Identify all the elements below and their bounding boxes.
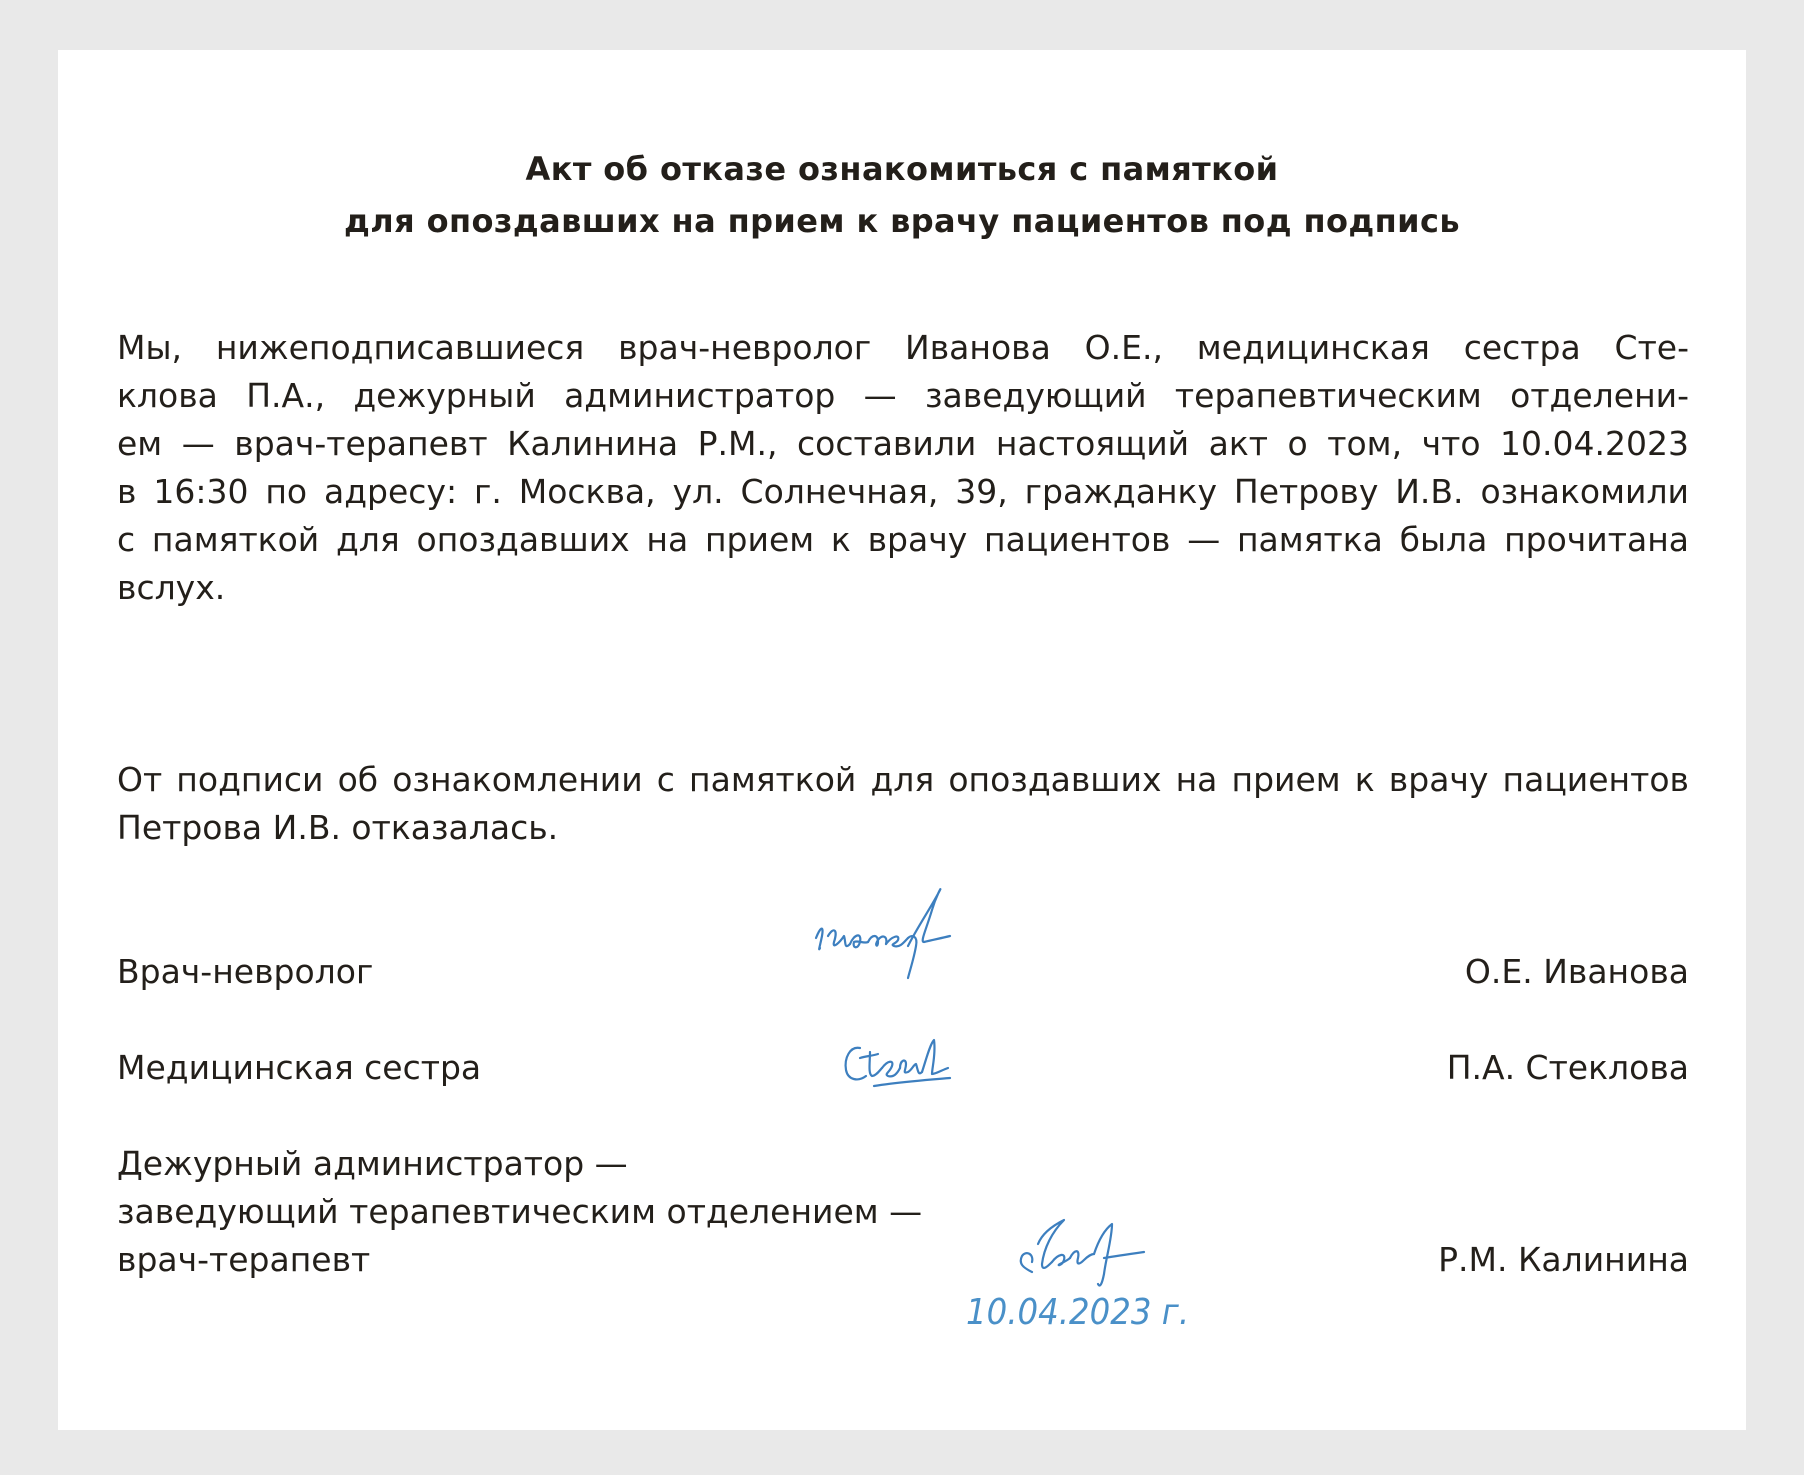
refusal-line-2: Петрова И.В. отказалась. [117, 808, 559, 847]
role-line: заведующий терапевтическим отделением — [117, 1192, 923, 1231]
refusal-line-1: От подписи об ознакомлении с памяткой для опоздавших на прием к врачу пациентов [117, 760, 1689, 799]
body-line-1: Мы, нижеподписавшиеся врач-невролог Иванова О.Е., медицинская сестра Сте- [117, 328, 1689, 367]
title-line-1: Акт об отказе ознакомиться с памяткой [525, 150, 1279, 188]
signature-kalinina [1008, 1214, 1158, 1294]
document-title [58, 143, 1746, 247]
body-line-3: ем — врач-терапевт Калинина Р.М., составили настоящий акт о том, что 10.04.2023 [117, 424, 1689, 463]
signatory-name: П.А. Стеклова [1446, 1048, 1689, 1087]
signature-ivanova [808, 886, 978, 986]
body-line-4: в 16:30 по адресу: г. Москва, ул. Солнечная, 39, гражданку Петрову И.В. ознакомили [117, 472, 1689, 511]
document-page [58, 50, 1746, 1430]
body-line-5: с памяткой для опоздавших на прием к врачу пациентов — памятка была прочитана [117, 520, 1689, 559]
role-line: Дежурный администратор — [117, 1144, 628, 1183]
title-line-2: для опоздавших на прием к врачу пациентов под подпись [344, 202, 1460, 240]
role-line: Медицинская сестра [117, 1048, 482, 1087]
role-line: врач-терапевт [117, 1240, 371, 1279]
signatory-name: О.Е. Иванова [1464, 952, 1689, 991]
signatory-name: Р.М. Калинина [1438, 1240, 1689, 1279]
body-line-6: вслух. [117, 568, 226, 607]
signature-steklova [838, 1030, 958, 1100]
body-line-2: клова П.А., дежурный администратор — заведующий терапевтическим отделени- [117, 376, 1689, 415]
handwritten-date: 10.04.2023 г. [966, 1292, 1190, 1333]
signatory-role [117, 1140, 922, 1284]
refusal-paragraph [117, 756, 1689, 852]
act-body-paragraph [117, 324, 1689, 612]
signatory-role [117, 948, 373, 996]
signatory-role [117, 1044, 481, 1092]
role-line: Врач-невролог [117, 952, 374, 991]
